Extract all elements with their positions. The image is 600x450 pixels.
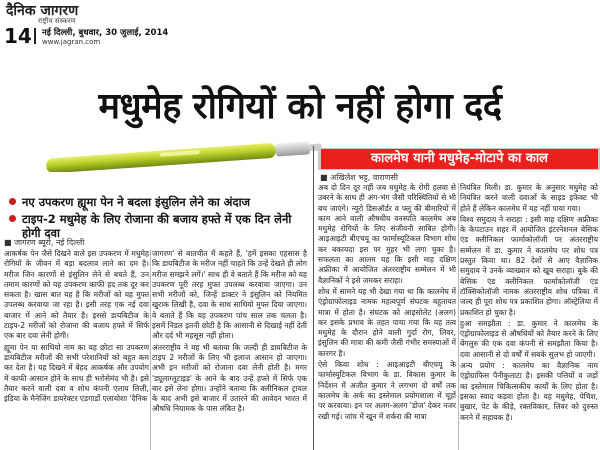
bullet-icon — [9, 198, 16, 205]
article-column-2 — [152, 249, 307, 450]
paragraph: जागरण' से बातचीत में कहते हैं, 'हमें इसका एहसास है कि डायबिटीज के मरीज नहीं चाहते कि उन्हें देखते ही लोग मरीज समझने लगें।' साथ ही वे बताते हैं कि मरीज को यह उपकरण पूरी तरह मुफ्त उपलब्ध करवाया जाएगा। उन सभी मरीजों को, जिन्हें डाक्टर ने इंसुलिन को नियमित खुराक लिखी है, दवा के साथ साथियो मुफ्त दिया जाएगा। वे बताते हैं कि यह उपकरण पांच साल तक चलता है। इसमें निडल इतनी छोटी है कि आसानी से दिखाई नहीं देती और दर्द भी महसूस नहीं होता। — [152, 249, 307, 341]
column-divider — [458, 183, 459, 450]
paragraph: अन्य प्रयोग : कालमेघ का वैज्ञानिक नाम एंड्रोग्राफिस पैनीकुलाटा है। इसकी पत्तियों व जड़ों का इस्तेमाल चिकित्सकीय कार्यों के लिए होता है। इसका स्वाद कड़वा होता है। यह मधुमेह, पेचिश, बुखार, पेट के कीड़े, रक्तविकार, लिवर को दुरुस्त करने में सहायक है। — [460, 361, 598, 422]
paragraph: अंतरराष्ट्रीय ने यह भी बताया कि जल्दी ही डायबिटीज के टाइप 2 मरीजों के लिए भी इलाज आसान हो जाएगा। अभी इन मरीजों को रोजाना दवा लेनी होती है। मगर 'ड्यूलाग्लूटाइड' के आने के बाद उन्हें हफ्ते में सिर्फ एक बार इसे लेना होगा। उन्होंने बताया कि क्लीनिकल ट्रायल के बाद अभी इसे बाजार में उतारने की आवेदन भारत में औषधि नियामक के पास लंबित है। — [152, 342, 307, 414]
bullet-point — [8, 212, 308, 240]
article-column-1 — [4, 249, 149, 450]
insulin-pen-image — [40, 140, 330, 172]
column-divider — [313, 146, 314, 450]
masthead — [0, 0, 600, 46]
paragraph: ऐसे किया शोध : आइआइटी बीएचयू के फार्मास्यूटिकल विभाग के डा. विकास कुमार के निर्देशन में अजीत कुमार ने लगभग दो वर्षों तक कालमेघ के अर्क का इस्तेमाल प्रयोगशाला में चूहों पर करवाया। इन पर अलग-अलग 'डोज' देकर नजर रखी गई। जांच में खून में शर्करा की मात्रा — [318, 360, 456, 421]
newspaper-logo: दैनिक जागरण — [6, 3, 79, 19]
bullet-icon — [9, 215, 16, 222]
column-divider — [150, 250, 151, 450]
website-url[interactable]: www.jagran.com — [42, 38, 101, 46]
page-number: 14 — [4, 24, 32, 48]
paragraph: विश्व समुदाय ने सराहा : इसी माह दक्षिण अफ्रीका के केपटाउन शहर में आयोजित इंटरनेशनल बेसिक एंड क्लीनिकल फार्माकोलॉजी पर अंतरराष्ट्रीय सम्मेलन में डा. कुमार ने कालमेघ पर शोध पत्र प्रस्तुत किया था। 82 देशों से आए वैज्ञानिक समुदाय ने उनके व्याख्यान को खूब सराहा। बुके की बेसिक एंड क्लीनिकल फार्माकोलॉजी एंड टॉक्सिकोलॉजी नामक अंतरराष्ट्रीय शोध पत्रिका में जल्द ही पूरा शोध पत्र प्रकाशित होगा। ऑस्ट्रेलिया में प्रकाशित हो चुका है। — [460, 214, 598, 317]
bullet-text: नए उपकरण ह्यूमा पेन ने बदला इंसुलिन लेने का अंदाज — [22, 195, 251, 209]
paragraph: आकर्षक पेन जैसे दिखने वाले इस उपकरण में मधुमेह रोगियों के जीवन में बड़ा बदलाव लाने का दम है। मरीज जिन कारणों से इंसुलिन लेने से बचते हैं, उन तमाम कारणों को यह उपकरण काफी हद तक दूर कर सकता है। खास बात यह है कि मरीजों को यह मुफ्त उपलब्ध करवाया जा रहा है। इसी तरह एक नई दवा बाजार में आने को तैयार है। इससे डायबिटीज के टाइप-2 मरीजों को रोजाना की बजाय हफ्ते में सिर्फ एक बार दवा लेनी होगी। — [4, 249, 149, 341]
bullet-text: टाइप-2 मधुमेह के लिए रोजाना की बजाय हफ्ते में एक दिन लेनी होगी दवा — [22, 212, 292, 240]
side-story-column-2 — [460, 183, 598, 450]
main-story-byline: ■ जागरण ब्यूरो, नई दिल्ली — [4, 238, 85, 247]
dateline: नई दिल्ली, बुधवार, 30 जुलाई, 2014 — [42, 28, 169, 38]
side-story-banner — [318, 148, 600, 170]
highlight-bullets — [8, 195, 308, 243]
paragraph: अब दो दिन दूर नहीं जब मधुमेह के रोगी हलवा से उबरने के साथ ही अंग-भंग जैसी परिस्थितियों से भी बच जाएंगे। न्यूरो डिसऑर्डर व फ्लू की बीमारियों में काम आने वाली औषधीय वनस्पति कालमेघ अब मधुमेह रोगियों के लिए संजीवनी साबित होगी। आइआइटी बीएचयू का फार्मास्यूटिकल विभाग शोध कर बकायदा इस पर मुहर भी लगा चुका है। सफलता का आलम यह कि इसी माह दक्षिण अफ्रीका में आयोजित अंतरराष्ट्रीय सम्मेलन में भी वैज्ञानिकों ने इसे जमकर सराहा। — [318, 183, 456, 285]
masthead-divider — [34, 28, 36, 44]
side-story-title: कालमेघ यानी मधुमेह-मोटापे का काल — [321, 149, 598, 169]
edition-tagline: राष्ट्रीय संस्करण — [38, 17, 76, 25]
paragraph: शोध में सामने यह भी देखा गया था कि कालमेघ में एंड्रोग्राफोलाइड नामक महत्वपूर्ण संघटक बहुतायत मात्रा में होता है। संघटक को आइसोलेट (अलग) कर इसके प्रभाव के तहत पाया गया कि यह तत्व मधुमेह के दौरान होने वाली गुर्दा रोग, लिवर, इंसुलिन की मात्रा की कमी जैसी गंभीर समस्याओं में कारगर है। — [318, 286, 456, 358]
side-story-byline: ■ अखिलेश भट्ट, वाराणसी — [320, 173, 398, 182]
paragraph: हुआ समझौता : डा. कुमार ने कालमेघ के एंड्रोग्राफोलाइड से औषधियों को तैयार करने के लिए बेंगलुरु की एक दवा कंपनी से समझौता किया है। दवा आसानी से दो वर्षों में सबके सुलभ हो जाएगी। — [460, 318, 598, 359]
bullet-point — [8, 195, 308, 209]
paragraph: नियंत्रित मिली। डा. कुमार के अनुसार मधुमेह को नियंत्रित करने वाली दवाओं के साइड इफेक्ट भी होते हैं लेकिन कालमेघ में यह नहीं पाया गया। — [460, 183, 598, 213]
paragraph: ह्यूमा पेन या साथियो नाम का यह छोटा सा उपकरण डायबिटीज मरीजों की सभी परेशानियों को बहुत कम कर देता है। यह दिखने में बेहद आकर्षक और उपयोग में काफी आसान होने के साथ ही भरोसेमंद भी है। इसे तैयार करने वाली दवा व शोध कंपनी एलाय लिली, इंडिया के मैनेजिंग डायरेक्टर एडगार्डो एलायोशा 'दैनिक — [4, 342, 149, 404]
side-story-column-1 — [318, 183, 456, 450]
main-headline: मधुमेह रोगियों को नहीं होगा दर्द — [98, 86, 502, 127]
